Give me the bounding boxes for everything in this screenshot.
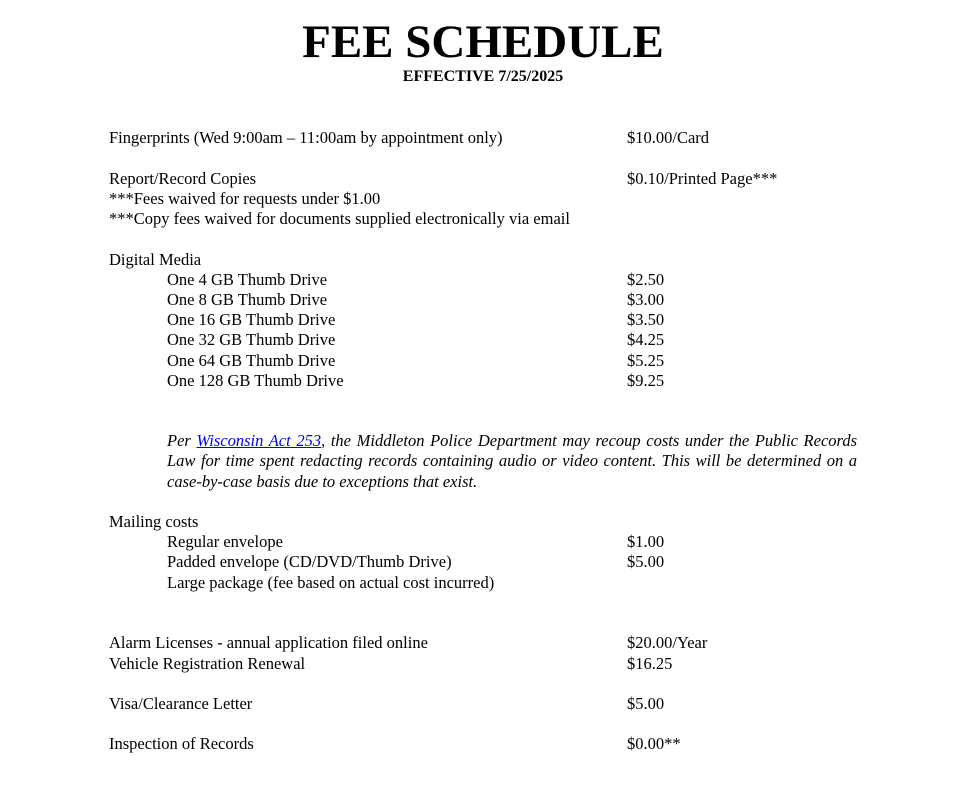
media-item-label: One 64 GB Thumb Drive: [167, 351, 336, 370]
wisconsin-act-253-link[interactable]: Wisconsin Act 253: [196, 431, 322, 450]
media-item-price: $3.00: [627, 290, 665, 309]
fingerprints-label: Fingerprints (Wed 9:00am – 11:00am by appointment only): [109, 128, 503, 147]
media-item-label: One 128 GB Thumb Drive: [167, 371, 344, 390]
media-item-label: One 16 GB Thumb Drive: [167, 310, 336, 329]
fingerprints-price: $10.00/Card: [627, 128, 710, 147]
vehicle-registration-label: Vehicle Registration Renewal: [109, 654, 306, 673]
media-item-price: $4.25: [627, 330, 665, 349]
mailing-item-label: Padded envelope (CD/DVD/Thumb Drive): [167, 552, 452, 571]
visa-letter-label: Visa/Clearance Letter: [109, 694, 253, 713]
vehicle-registration-price: $16.25: [627, 654, 673, 673]
media-item-price: $5.25: [627, 351, 665, 370]
media-item-price: $3.50: [627, 310, 665, 329]
act-253-note: [167, 431, 857, 492]
inspection-label: Inspection of Records: [109, 734, 254, 753]
mailing-item-price: $1.00: [627, 532, 665, 551]
copies-label: Report/Record Copies: [109, 169, 257, 188]
note-prefix: Per: [167, 431, 197, 450]
mailing-heading: Mailing costs: [109, 512, 199, 531]
media-item-price: $2.50: [627, 270, 665, 289]
digital-media-heading: Digital Media: [109, 250, 202, 269]
alarm-license-price: $20.00/Year: [627, 633, 708, 652]
copies-note-1: ***Fees waived for requests under $1.00: [109, 189, 381, 208]
mailing-item-price: $5.00: [627, 552, 665, 571]
page-title: FEE SCHEDULE: [302, 16, 664, 68]
alarm-license-label: Alarm Licenses - annual application filed online: [109, 633, 428, 652]
inspection-price: $0.00**: [627, 734, 681, 753]
media-item-label: One 32 GB Thumb Drive: [167, 330, 336, 349]
media-item-label: One 4 GB Thumb Drive: [167, 270, 328, 289]
note-body: , the Middleton Police Department may recoup costs under the Public Records Law for time spent redacting records containing audio or video content. This will be determined on a case-by-case basis due to exceptions that exist.: [167, 431, 857, 491]
effective-date: EFFECTIVE 7/25/2025: [402, 68, 564, 85]
mailing-item-label: Regular envelope: [167, 532, 283, 551]
media-item-label: One 8 GB Thumb Drive: [167, 290, 328, 309]
copies-note-2: ***Copy fees waived for documents supplied electronically via email: [109, 209, 570, 228]
media-item-price: $9.25: [627, 371, 665, 390]
copies-price: $0.10/Printed Page***: [627, 169, 778, 188]
visa-letter-price: $5.00: [627, 694, 665, 713]
mailing-item-label: Large package (fee based on actual cost incurred): [167, 573, 495, 592]
